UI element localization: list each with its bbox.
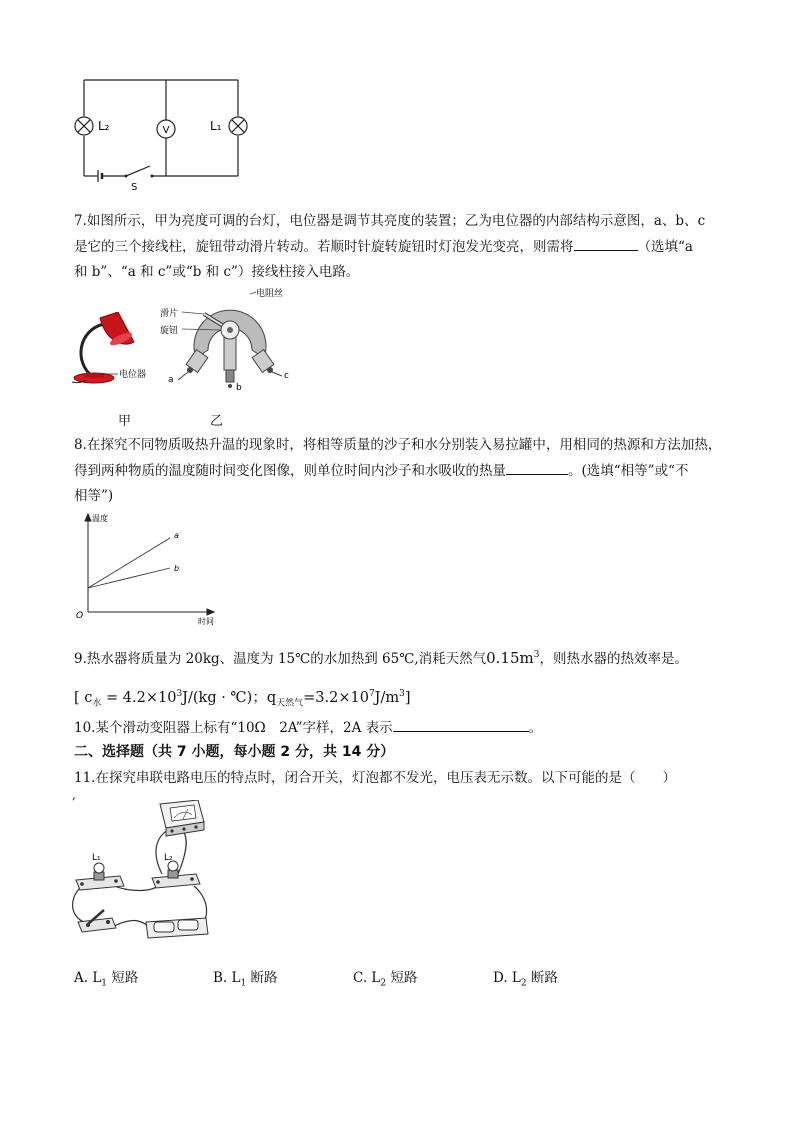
- battery-device-icon: [146, 918, 208, 938]
- q10-answer-blank[interactable]: [393, 717, 529, 732]
- switch-label: S: [131, 182, 138, 193]
- slider-label: 滑片: [160, 309, 179, 319]
- series-b-label: b: [174, 564, 180, 573]
- switch-device-icon: [78, 910, 116, 932]
- q9-constants: [ $c_水 = 4.2\times 10^3J/(kg$ · ℃)；$q_{天然气}=3.2\times 10^7J/m^3$]: [74, 689, 411, 709]
- q10-line: 10.某个滑动变阻器上标有“10Ω 2A”字样，2A 表示 。: [74, 716, 734, 741]
- series-a-line: [88, 538, 170, 588]
- lamp-l1-icon: [229, 117, 247, 135]
- lamp-l1-device-icon: [76, 863, 124, 890]
- physical-circuit-figure: [70, 800, 215, 948]
- potentiometer-label: 电位器: [119, 370, 147, 380]
- lamp-l2-label: L₂: [98, 119, 110, 133]
- option-d[interactable]: D. $L_2$ 断路: [493, 970, 558, 989]
- q8-line-2: 得到两种物质的温度随时间变化图像，则单位时间内沙子和水吸收的热量 。(选填“相等”或“不: [74, 459, 734, 484]
- potentiometer-figure: [160, 284, 295, 394]
- lamp-l2-device-icon: [152, 861, 200, 888]
- q9-line-1: 9.热水器将质量为 20kg、温度为 15℃的水加热到 65℃,消耗天然气$0.15m^3$，则热水器的热效率是。: [74, 649, 688, 667]
- q11-line: 11.在探究串联电路电压的特点时，闭合开关，灯泡都不发光，电压表无示数。以下可能的是（ ）: [74, 770, 676, 786]
- voltmeter-device-icon: [160, 800, 204, 836]
- knob-label: 旋钮: [160, 326, 179, 336]
- l1-device-label: L₁: [92, 853, 101, 863]
- caption-yi: 乙: [210, 414, 224, 429]
- temperature-time-graph: [70, 508, 230, 628]
- terminal-a-label: a: [168, 375, 174, 385]
- q8-answer-blank[interactable]: [506, 460, 568, 475]
- option-b[interactable]: B. $L_1$ 断路: [213, 970, 278, 989]
- origin-label: O: [76, 611, 84, 621]
- q7-answer-blank[interactable]: [574, 236, 638, 251]
- l2-device-label: L₂: [164, 853, 173, 863]
- wire-label: 电阻丝: [256, 289, 284, 299]
- y-axis-label: 温度: [92, 514, 108, 523]
- q7-line-3: 和 b”、“a 和 c”或“b 和 c”）接线柱接入电路。: [74, 264, 360, 280]
- q7-line-2: 是它的三个接线柱，旋钮带动滑片转动。若顺时针旋转旋钮时灯泡发光变亮，则需将 （选填“a: [74, 235, 734, 260]
- option-a[interactable]: A. $L_1$ 短路: [74, 970, 139, 989]
- stray-mark: ,: [72, 788, 76, 802]
- lamp-l2-icon: [75, 117, 93, 135]
- circuit-diagram-1: [70, 72, 255, 194]
- series-a-label: a: [174, 531, 179, 540]
- gas-volume: $0.15m^3$: [486, 649, 540, 667]
- x-axis-label: 时间: [198, 617, 214, 626]
- caption-jia: 甲: [118, 414, 132, 429]
- q8-line-1: 8.在探究不同物质吸热升温的现象时，将相等质量的沙子和水分别装入易拉罐中，用相同的热源和方法加热，: [74, 437, 722, 453]
- terminal-b-label: b: [236, 383, 242, 393]
- series-b-line: [88, 568, 170, 588]
- voltmeter-label: V: [162, 125, 170, 136]
- desk-lamp-figure: [70, 312, 170, 386]
- lamp-l1-label: L₁: [210, 119, 222, 133]
- terminal-c-label: c: [284, 371, 289, 381]
- q7-line-1: 7.如图所示，甲为亮度可调的台灯，电位器是调节其亮度的装置；乙为电位器的内部结构示意图，a、b、c: [74, 213, 706, 229]
- option-c[interactable]: C. $L_2$ 短路: [353, 970, 418, 989]
- section-2-title: 二、选择题（共 7 小题，每小题 2 分，共 14 分）: [74, 744, 395, 760]
- q8-line-3: 相等”): [74, 488, 114, 504]
